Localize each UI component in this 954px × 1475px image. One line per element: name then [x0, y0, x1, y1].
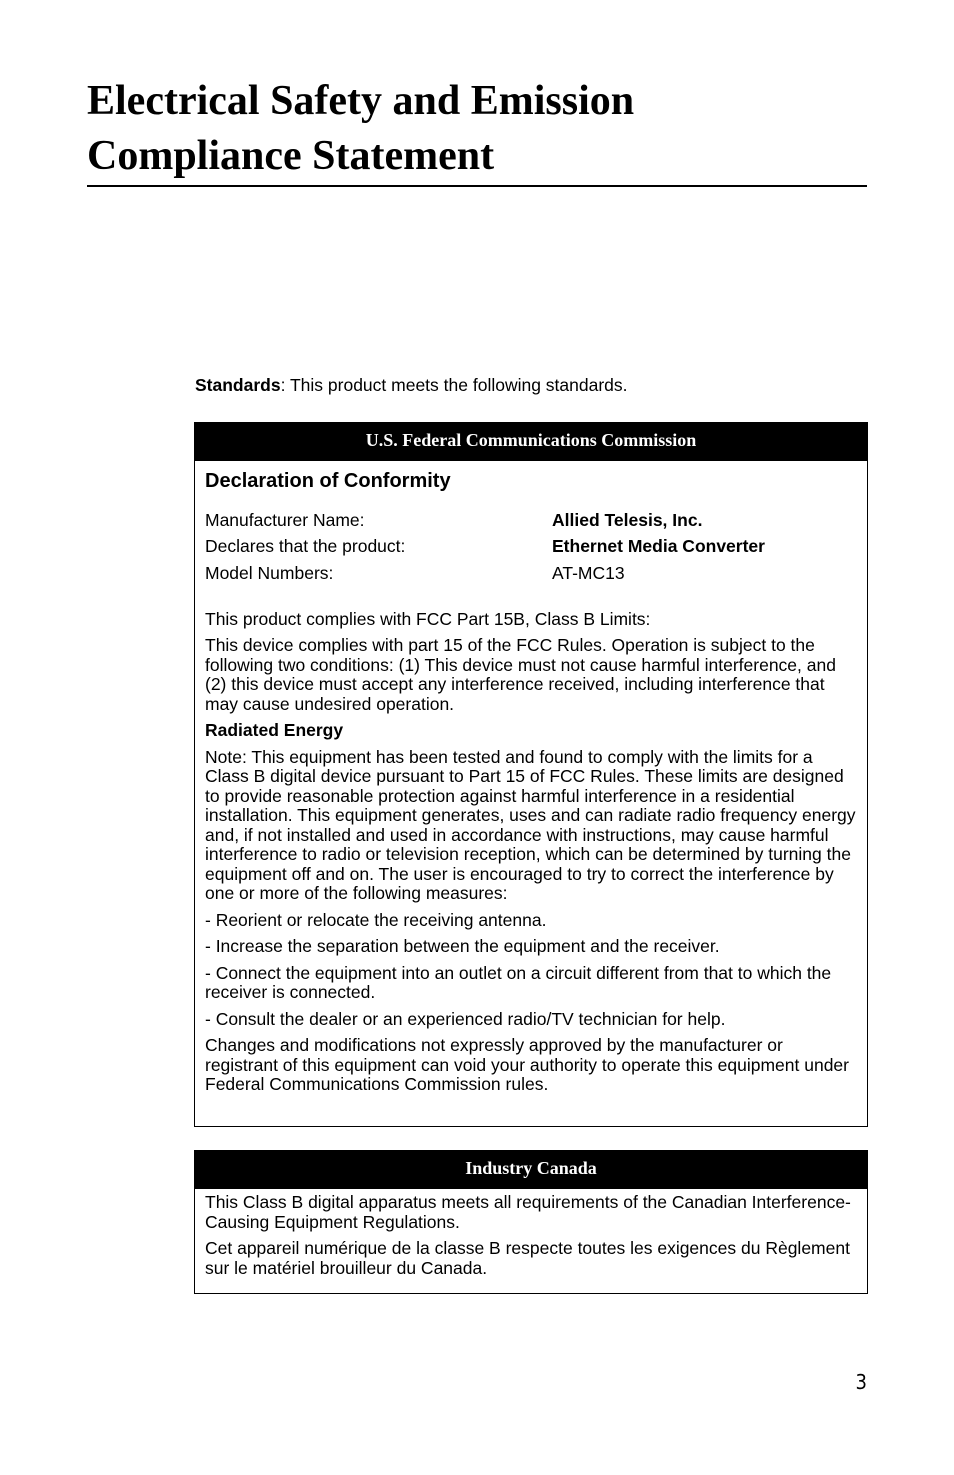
- measure-item: - Connect the equipment into an outlet on a circuit different from that to which the receiver is connected.: [205, 962, 832, 1002]
- title-divider: [87, 185, 867, 187]
- industry-canada-header: Industry Canada: [195, 1151, 867, 1189]
- industry-canada-body: [195, 1189, 867, 1297]
- declaration-heading: Declaration of Conformity: [205, 470, 451, 492]
- product-row: [205, 534, 857, 561]
- model-value: AT-MC13: [552, 562, 625, 583]
- standards-intro: [195, 375, 867, 396]
- industry-canada-box: [194, 1150, 868, 1294]
- product-value: Ethernet Media Converter: [552, 536, 765, 556]
- industry-canada-french: Cet appareil numérique de la classe B respecte toutes les exigences du Règlement sur le matériel brouilleur du Canada.: [205, 1238, 850, 1278]
- fcc-box-header: U.S. Federal Communications Commission: [195, 423, 867, 461]
- standards-label: Standards: [195, 375, 281, 395]
- model-label: Model Numbers:: [205, 562, 334, 583]
- radiated-energy-heading: Radiated Energy: [205, 720, 344, 740]
- changes-paragraph: Changes and modifications not expressly approved by the manufacturer or registrant of this equipment can void your authority to operate this equipment under Federal Communications Commission rules.: [205, 1035, 849, 1094]
- page-number: 3: [855, 1370, 867, 1394]
- fcc-box: [194, 422, 868, 1127]
- manufacturer-value: Allied Telesis, Inc.: [552, 509, 703, 530]
- manufacturer-label: Manufacturer Name:: [205, 509, 365, 530]
- standards-text: : This product meets the following standards.: [280, 375, 628, 395]
- part15-paragraph: This device complies with part 15 of the FCC Rules. Operation is subject to the following two conditions: (1) This device must not cause harmful interference, and (2) this device must accept any interference received, including interference that may cause undesired operation.: [205, 635, 836, 714]
- manufacturer-row: [205, 507, 857, 534]
- measure-item: - Consult the dealer or an experienced radio/TV technician for help.: [205, 1008, 726, 1029]
- fcc-box-body: [195, 461, 867, 1114]
- page-title-line-2: Compliance Statement: [87, 133, 495, 179]
- spacer: [205, 587, 857, 610]
- page-title-line-1: Electrical Safety and Emission: [87, 78, 635, 124]
- measure-item: - Reorient or relocate the receiving antenna.: [205, 909, 547, 930]
- model-row: [205, 560, 857, 587]
- complies-line: This product complies with FCC Part 15B, Class B Limits:: [205, 608, 651, 629]
- page-title: [87, 74, 867, 184]
- product-label: Declares that the product:: [205, 536, 406, 556]
- industry-canada-english: This Class B digital apparatus meets all requirements of the Canadian Interference-Causing Equipment Regulations.: [205, 1192, 851, 1232]
- measure-item: - Increase the separation between the equipment and the receiver.: [205, 936, 720, 956]
- radiated-energy-paragraph: Note: This equipment has been tested and found to comply with the limits for a Class B digital device pursuant to Part 15 of FCC Rules. These limits are designed to provide reasonable protection against harmful interference in a residential installation. This equipment generates, uses and can radiate radio frequency energy and, if not installed and used in accordance with instructions, may cause harmful interference to radio or television reception, which can be determined by turning the equipment off and on. The user is encouraged to try to correct the interference by one or more of the following measures:: [205, 746, 856, 903]
